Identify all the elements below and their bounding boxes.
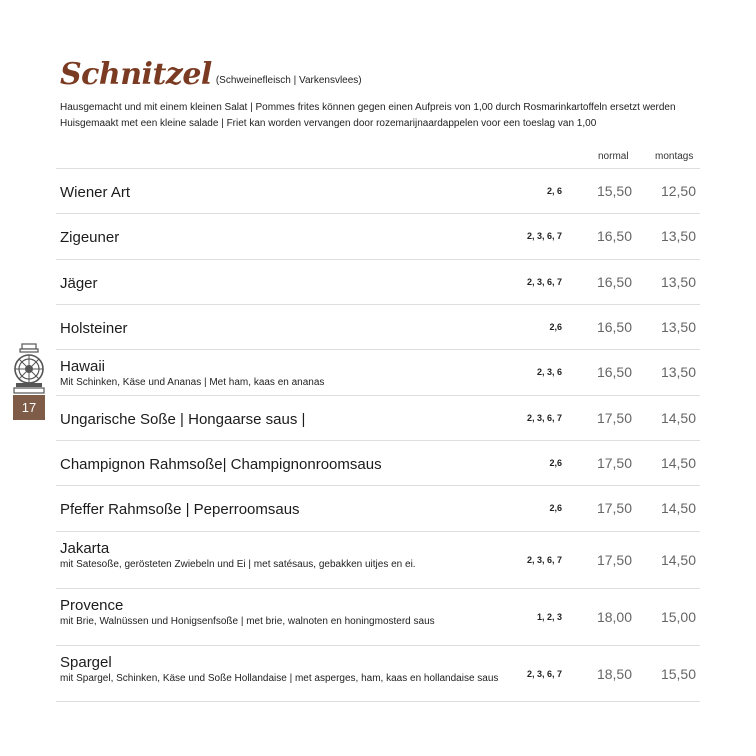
menu-item-description: mit Satesoße, gerösteten Zwiebeln und Ei | met satésaus, gebakken uitjes en ei.: [60, 559, 416, 570]
section-description: [60, 100, 700, 132]
menu-item-row: [56, 349, 700, 395]
menu-item-row: [56, 259, 700, 304]
price-montags: 13,50: [660, 228, 696, 244]
allergen-codes: 2, 3, 6, 7: [526, 555, 562, 565]
menu-item-row: [56, 440, 700, 485]
description-german: Hausgemacht und mit einem kleinen Salat | Pommes frites können gegen einen Aufpreis von 1,00 durch Rosmarinkartoffeln ersetzt werden: [60, 102, 676, 113]
allergen-codes: 2,6: [549, 458, 562, 468]
allergen-codes: 2, 3, 6: [536, 367, 562, 377]
menu-item-row: [56, 395, 700, 440]
menu-item-name: Jäger: [60, 275, 98, 292]
price-montags: 14,50: [660, 552, 696, 568]
price-montags: 12,50: [660, 183, 696, 199]
menu-item-row: [56, 168, 700, 213]
page-number: 17: [13, 395, 45, 420]
title-line: [60, 50, 700, 92]
menu-item-name: Hawaii: [60, 358, 106, 375]
price-montags: 13,50: [660, 364, 696, 380]
column-header-normal: normal: [598, 151, 629, 162]
menu-item-name: Wiener Art: [60, 184, 131, 201]
menu-item-description: mit Spargel, Schinken, Käse und Soße Hollandaise | met asperges, ham, kaas en hollandaise saus: [60, 673, 499, 684]
price-montags: 13,50: [660, 274, 696, 290]
allergen-codes: 2, 3, 6, 7: [526, 277, 562, 287]
allergen-codes: 2, 6: [546, 186, 562, 196]
price-normal: 18,00: [596, 609, 632, 625]
menu-item-name: Holsteiner: [60, 320, 128, 337]
menu-items: [56, 168, 700, 702]
price-montags: 15,50: [660, 666, 696, 682]
allergen-codes: 1, 2, 3: [536, 612, 562, 622]
allergen-codes: 2, 3, 6, 7: [526, 669, 562, 679]
menu-item-row: [56, 645, 700, 702]
menu-item-name: Spargel: [60, 654, 112, 671]
menu-item-name: Pfeffer Rahmsoße | Peperroomsaus: [60, 501, 300, 518]
price-montags: 15,00: [660, 609, 696, 625]
section-subtitle: (Schweinefleisch | Varkensvlees): [215, 75, 362, 86]
price-normal: 15,50: [596, 183, 632, 199]
description-dutch: Huisgemaakt met een kleine salade | Friet kan worden vervangen door rozemarijnaardappelen voor een toeslag van 1,00: [60, 118, 597, 129]
menu-item-description: mit Brie, Walnüssen und Honigsenfsoße | met brie, walnoten en honingmosterd saus: [60, 616, 435, 627]
price-normal: 18,50: [596, 666, 632, 682]
menu-item-name: Ungarische Soße | Hongaarse saus |: [60, 411, 306, 428]
price-normal: 16,50: [596, 228, 632, 244]
menu-item-row: [56, 213, 700, 259]
allergen-codes: 2, 3, 6, 7: [526, 413, 562, 423]
price-normal: 16,50: [596, 319, 632, 335]
menu-item-name: Provence: [60, 597, 124, 614]
price-normal: 17,50: [596, 455, 632, 471]
menu-item-name: Jakarta: [60, 540, 110, 557]
locomotive-icon: [13, 343, 45, 395]
price-normal: 17,50: [596, 500, 632, 516]
price-montags: 14,50: [660, 500, 696, 516]
price-montags: 13,50: [660, 319, 696, 335]
price-normal: 17,50: [596, 552, 632, 568]
price-normal: 17,50: [596, 410, 632, 426]
column-header-montags: montags: [655, 151, 694, 162]
menu-item-row: [56, 588, 700, 645]
menu-item-row: [56, 531, 700, 588]
price-montags: 14,50: [660, 455, 696, 471]
allergen-codes: 2,6: [549, 322, 562, 332]
price-montags: 14,50: [660, 410, 696, 426]
menu-item-name: Zigeuner: [60, 229, 120, 246]
allergen-codes: 2,6: [549, 503, 562, 513]
price-normal: 16,50: [596, 364, 632, 380]
allergen-codes: 2, 3, 6, 7: [526, 231, 562, 241]
price-normal: 16,50: [596, 274, 632, 290]
menu-item-row: [56, 485, 700, 531]
section-title: Schnitzel: [60, 57, 212, 92]
menu-item-row: [56, 304, 700, 349]
menu-item-description: Mit Schinken, Käse und Ananas | Met ham, kaas en ananas: [60, 377, 325, 388]
menu-header: [60, 50, 700, 132]
menu-item-name: Champignon Rahmsoße| Champignonroomsaus: [60, 456, 382, 473]
page-tab: [13, 343, 45, 420]
